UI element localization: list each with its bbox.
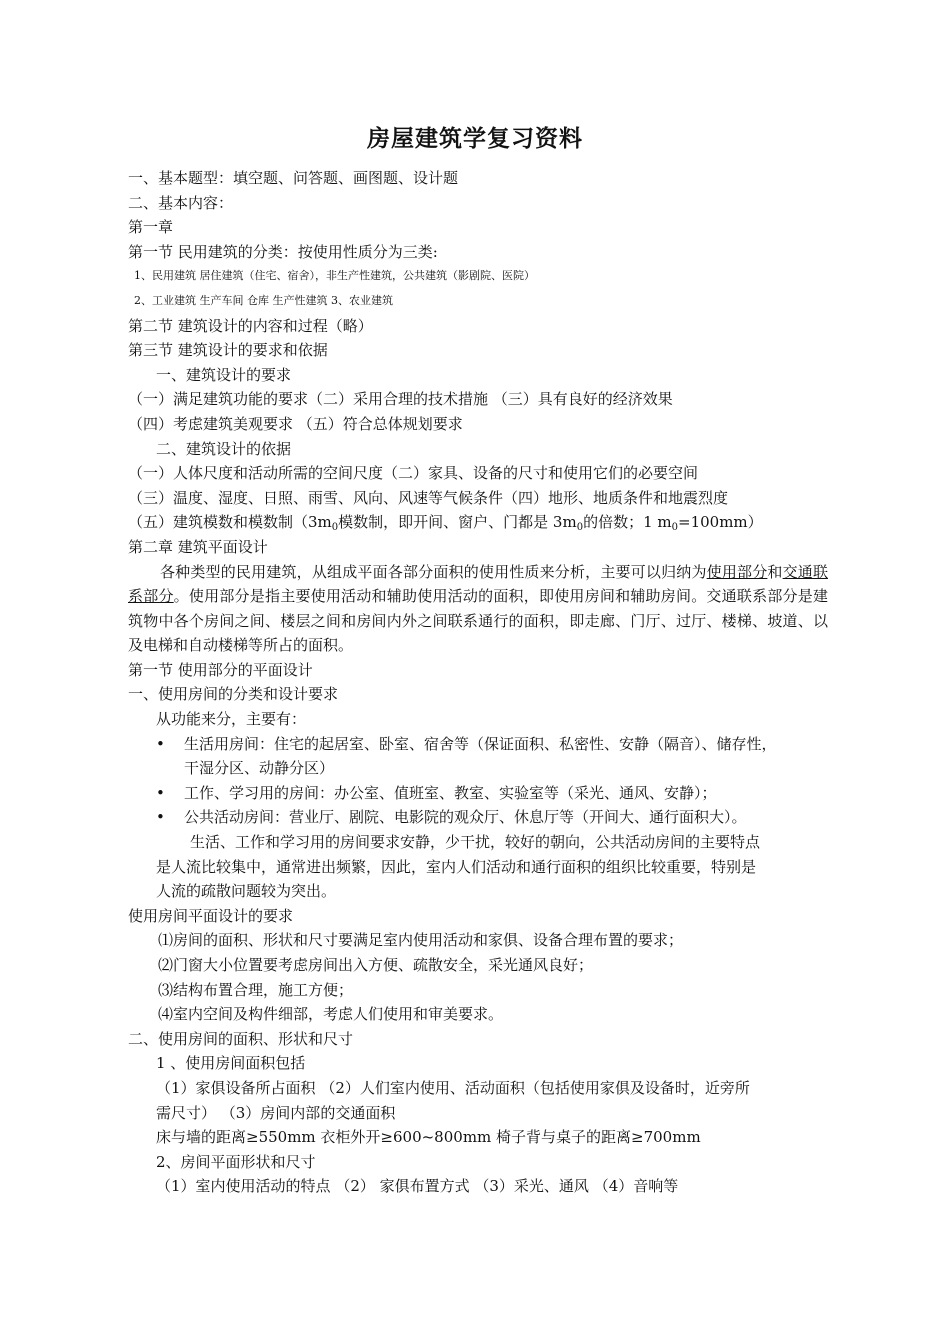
bullet-icon: • bbox=[156, 783, 165, 802]
text-line: 是人流比较集中，通常进出频繁，因此，室内人们活动和通行面积的组织比较重要，特别是 bbox=[156, 857, 757, 876]
text-line-small: 2、工业建筑 生产车间 仓库 生产性建筑 3、农业建筑 bbox=[134, 293, 393, 307]
list-item: • 公共活动房间：营业厅、剧院、电影院的观众厅、休息厅等（开间大、通行面积大）。 bbox=[128, 805, 828, 830]
text-line: 一、基本题型：填空题、问答题、画图题、设计题 bbox=[128, 169, 459, 187]
bullet-icon: • bbox=[156, 808, 165, 827]
subheading: 一、建筑设计的要求 bbox=[156, 365, 292, 384]
text-line: 二、基本内容： bbox=[128, 193, 234, 212]
chapter-heading: 第一章 bbox=[128, 218, 174, 237]
text-line: （一）满足建筑功能的要求（二）采用合理的技术措施 （三）具有良好的经济效果 bbox=[128, 390, 673, 409]
paragraph: 各种类型的民用建筑，从组成平面各部分面积的使用性质来分析，主要可以归纳为使用部分和交通联系部分。使用部分是指主要使用活动和辅助使用活动的面积，即使用房间和辅助房间。交通联系部分是建筑物中各个房间之间、楼层之间和房间内外之间联系通行的面积，即走廊、门厅、过厅、楼梯、坡道、以及电梯和自动楼梯等所占的面积。 bbox=[128, 562, 828, 655]
subheading: 二、使用房间的面积、形状和尺寸 bbox=[128, 1029, 354, 1048]
bullet-icon: • bbox=[156, 734, 165, 753]
chapter-heading: 第二章 建筑平面设计 bbox=[128, 537, 268, 556]
section-heading: 第二节 建筑设计的内容和过程（略） bbox=[128, 316, 373, 335]
text-line-modulus: （五）建筑模数和模数制（$3m_0$模数制，即开间、窗户、门都是 $3m_0$的倍数；1 $m_0=100mm$） bbox=[128, 513, 763, 534]
list-item: • 生活用房间：住宅的起居室、卧室、宿舍等（保证面积、私密性、安静（隔音）、储存性， bbox=[128, 732, 828, 757]
list-item: • 工作、学习用的房间：办公室、值班室、教室、实验室等（采光、通风、安静）； bbox=[128, 781, 828, 806]
text-line: （四）考虑建筑美观要求 （五）符合总体规划要求 bbox=[128, 414, 463, 433]
text-line-small: 1、民用建筑 居住建筑（住宅、宿舍），非生产性建筑，公共建筑（影剧院、医院） bbox=[134, 269, 535, 283]
text-line: 床与墙的距离≥550mm 衣柜外开≥600~800mm 椅子背与桌子的距离≥700mm bbox=[156, 1128, 701, 1147]
text-line: 1 、使用房间面积包括 bbox=[156, 1054, 306, 1073]
requirement-item: ⑶结构布置合理，施工方便； bbox=[158, 980, 354, 999]
document-body bbox=[128, 166, 828, 1199]
underlined-term: 使用部分 bbox=[706, 562, 768, 581]
text-line: （1）家俱设备所占面积 （2）人们室内使用、活动面积（包括使用家俱及设备时，近旁所 bbox=[156, 1078, 750, 1097]
subheading: 二、建筑设计的依据 bbox=[156, 439, 292, 458]
text-line: （一）人体尺度和活动所需的空间尺度（二）家具、设备的尺寸和使用它们的必要空间 bbox=[128, 464, 699, 483]
text-line: （1）室内使用活动的特点 （2） 家俱布置方式 （3）采光、通风 （4）音响等 bbox=[156, 1177, 679, 1196]
list-item-continuation: 干湿分区、动静分区） bbox=[184, 759, 335, 778]
subheading: 使用房间平面设计的要求 bbox=[128, 906, 294, 925]
text-line: 人流的疏散问题较为突出。 bbox=[156, 882, 337, 901]
text-line: 从功能来分，主要有： bbox=[156, 710, 307, 729]
document-title: 房屋建筑学复习资料 bbox=[367, 126, 583, 152]
requirement-item: ⑷室内空间及构件细部，考虑人们使用和审美要求。 bbox=[158, 1005, 504, 1024]
section-heading: 第三节 建筑设计的要求和依据 bbox=[128, 341, 328, 360]
subheading: 一、使用房间的分类和设计要求 bbox=[128, 685, 339, 704]
requirement-item: ⑵门窗大小位置要考虑房间出入方便、疏散安全，采光通风良好； bbox=[158, 956, 594, 974]
text-line: （三）温度、湿度、日照、雨雪、风向、风速等气候条件（四）地形、地质条件和地震烈度 bbox=[128, 488, 729, 507]
requirement-item: ⑴房间的面积、形状和尺寸要满足室内使用活动和家俱、设备合理布置的要求； bbox=[158, 931, 684, 950]
section-heading: 第一节 使用部分的平面设计 bbox=[128, 660, 313, 679]
section-heading: 第一节 民用建筑的分类：按使用性质分为三类: bbox=[128, 242, 438, 261]
text-line: 生活、工作和学习用的房间要求安静，少干扰，较好的朝向，公共活动房间的主要特点 bbox=[190, 833, 761, 852]
text-line: 2、房间平面形状和尺寸 bbox=[156, 1152, 316, 1171]
underlined-term: 交通联系部分 bbox=[128, 562, 828, 606]
text-line: 需尺寸） （3）房间内部的交通面积 bbox=[156, 1103, 396, 1122]
